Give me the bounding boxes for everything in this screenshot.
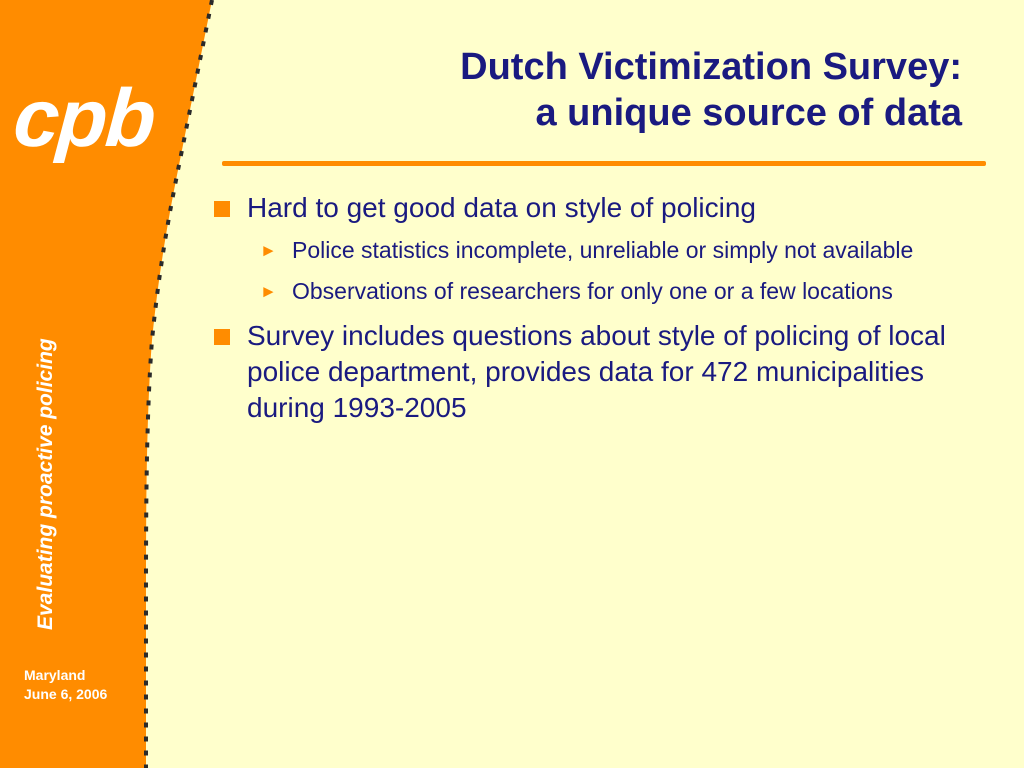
triangle-bullet-icon: ► <box>260 241 277 260</box>
sub-bullet-text: Police statistics incomplete, unreliable or simply not available <box>292 237 914 263</box>
bullet-text: Survey includes questions about style of policing of local police department, provides data for 472 municipalities during 1993-2005 <box>247 320 946 423</box>
bullet-item <box>212 318 972 426</box>
bullet-text: Hard to get good data on style of policing <box>247 192 757 223</box>
footer-location: Maryland <box>24 667 86 683</box>
slide-title <box>262 44 962 136</box>
triangle-bullet-icon: ► <box>260 282 277 301</box>
sub-bullet-text: Observations of researchers for only one or a few locations <box>292 278 893 304</box>
square-bullet-icon <box>214 329 230 345</box>
sidebar-vertical-title: Evaluating proactive policing <box>34 338 57 630</box>
square-bullet-icon <box>214 201 230 217</box>
slide-title-line2: a unique source of data <box>535 92 962 134</box>
sidebar-footer <box>24 666 107 704</box>
sub-bullet-list <box>212 234 972 308</box>
footer-date: June 6, 2006 <box>24 686 108 702</box>
cpb-logo: cpb <box>10 73 158 164</box>
slide-title-line1: Dutch Victimization Survey: <box>460 46 962 88</box>
sub-bullet-item <box>212 275 972 308</box>
sub-bullet-item <box>212 234 972 267</box>
title-divider <box>222 161 986 166</box>
sidebar-title-container <box>24 230 68 630</box>
slide-content <box>212 190 972 434</box>
bullet-item <box>212 190 972 226</box>
